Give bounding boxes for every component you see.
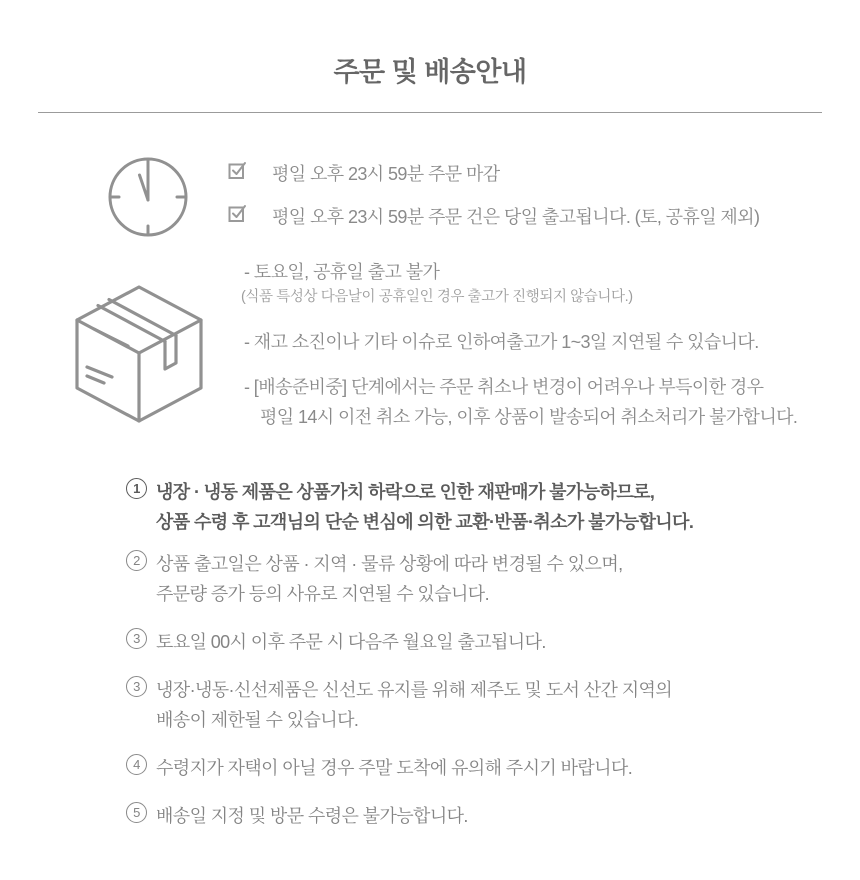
policy-line: 주문량 증가 등의 사유로 지연될 수 있습니다. (156, 584, 489, 604)
policy-item (126, 477, 693, 537)
page-title: 주문 및 배송안내 (333, 57, 527, 87)
deadline-text: 평일 오후 23시 59분 주문 마감 (272, 164, 500, 184)
checkbox-checked-icon (228, 161, 247, 180)
policy-number: 4 (126, 754, 147, 775)
divider (38, 112, 822, 113)
checkbox-checked-icon (228, 204, 247, 223)
deadline-item (228, 203, 759, 229)
policy-number: 5 (126, 802, 147, 823)
clock-icon (106, 155, 190, 239)
policy-line: 냉장·냉동·신선제품은 신선도 유지를 위해 제주도 및 도서 산간 지역의 (156, 680, 673, 700)
policy-line: 토요일 00시 이후 주문 시 다음주 월요일 출고됩니다. (156, 632, 546, 652)
policy-line: 배송일 지정 및 방문 수령은 불가능합니다. (156, 806, 468, 826)
policy-item (126, 753, 632, 783)
policy-item (126, 627, 546, 657)
policy-number: 1 (126, 478, 147, 499)
package-box-icon (72, 282, 206, 426)
policy-line: 상품 출고일은 상품 · 지역 · 물류 상황에 따라 변경될 수 있으며, (156, 554, 623, 574)
policy-line: 수령지가 자택이 아닐 경우 주말 도착에 유의해 주시기 바랍니다. (156, 758, 633, 778)
policy-line: 배송이 제한될 수 있습니다. (156, 710, 359, 730)
deadline-item (228, 160, 500, 186)
policy-line: 상품 수령 후 고객님의 단순 변심에 의한 교환·반품·취소가 불가능합니다. (156, 512, 694, 532)
shipping-note: - 재고 소진이나 기타 이슈로 인하여출고가 1~3일 지연될 수 있습니다. (244, 332, 759, 352)
shipping-note: - 토요일, 공휴일 출고 불가 (244, 262, 440, 282)
policy-item (126, 549, 623, 609)
policy-number: 3 (126, 676, 147, 697)
shipping-note: 평일 14시 이전 취소 가능, 이후 상품이 발송되어 취소처리가 불가합니다. (260, 407, 798, 427)
policy-number: 3 (126, 628, 147, 649)
policy-item (126, 675, 672, 735)
shipping-note-sub: (식품 특성상 다음날이 공휴일인 경우 출고가 진행되지 않습니다.) (241, 289, 633, 305)
policy-item (126, 801, 468, 831)
shipping-note: - [배송준비중] 단계에서는 주문 취소나 변경이 어려우나 부득이한 경우 (244, 377, 764, 397)
policy-line: 냉장 · 냉동 제품은 상품가치 하락으로 인한 재판매가 불가능하므로, (156, 482, 655, 502)
policy-number: 2 (126, 550, 147, 571)
deadline-text: 평일 오후 23시 59분 주문 건은 당일 출고됩니다. (토, 공휴일 제외) (272, 207, 760, 227)
